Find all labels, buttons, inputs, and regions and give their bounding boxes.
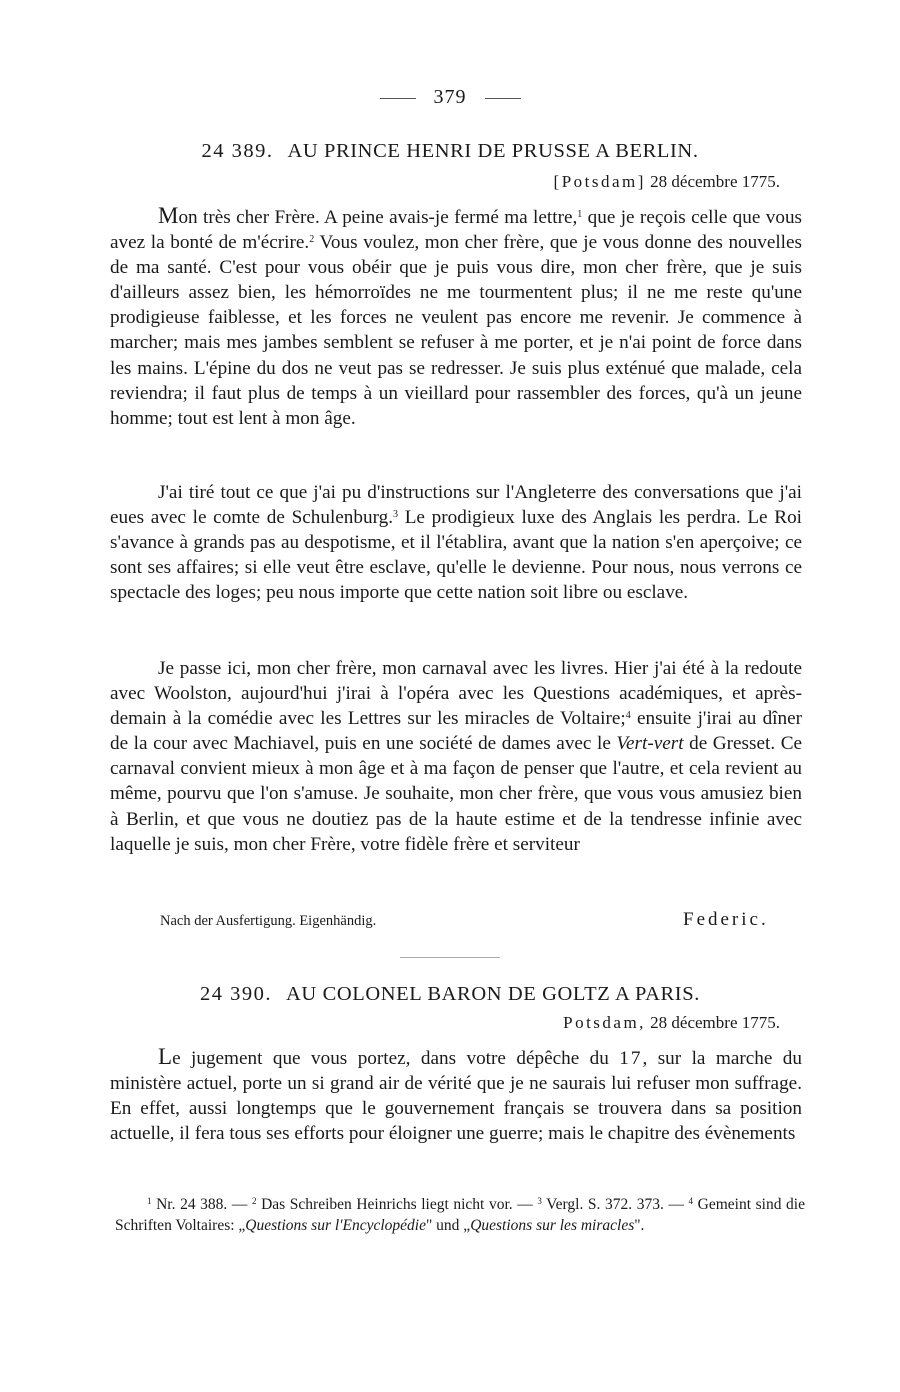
footnote-mark: 1 xyxy=(147,1196,152,1206)
page-number xyxy=(0,86,900,109)
text: que je reçois celle que vous avez la bonté de m'écrire. xyxy=(110,207,803,254)
footnote-ref: 1 xyxy=(577,209,583,220)
footnote-mark: 2 xyxy=(251,1196,257,1206)
day-number: 17 xyxy=(619,1048,643,1069)
text: Je passe ici, mon cher frère, mon carnaval avec les livres. Hier j'ai été à la redoute avec Woolston, aujourd'hui j'irai à l'opéra avec les Questions académiques, et après-demain à la comédie avec les Lettres sur les miracles de Voltaire; xyxy=(110,658,802,730)
dropcap: M xyxy=(158,203,179,228)
letter-1-place: [Potsdam] xyxy=(553,172,646,191)
text: , sur la marche du ministère actuel, porte un si grand air de vérité que je ne saurais lui refuser mon suffrage. En effet, aussi longtemps que le gouvernement français se trouvera dans sa position actuelle, il fera tous ses efforts pour éloigner une guerre; mais le chapitre des évènements xyxy=(110,1048,802,1145)
letter-2-heading xyxy=(0,983,900,1006)
text: on très cher Frère. A peine avais-je fermé ma lettre, xyxy=(178,207,578,228)
source-note: Nach der Ausfertigung. Eigenhändig. xyxy=(160,913,377,929)
footnote-3: Vergl. S. 372. 373. — xyxy=(541,1196,689,1213)
footnotes xyxy=(115,1195,805,1236)
text: Le prodigieux luxe des Anglais les perdra. Le Roi s'avance à grands pas au despotisme, et il l'établira, avant que la nation s'en aperçoive; ce sont ses affaires; si elle veut être esclave, qu'elle le devienne. Pour nous, nous verrons ce spectacle des loges; peu nous importe que cette nation soit libre ou esclave. xyxy=(110,507,802,604)
footnote-2: Das Schreiben Heinrichs liegt nicht vor. — xyxy=(256,1196,538,1213)
text: Vous voulez, mon cher frère, que je vous donne des nouvelles de ma santé. C'est pour vous obéir que je puis vous dire, mon cher frère, que je suis d'ailleurs assez bien, les hémorroïdes ne me tourmentent plus; il ne me reste qu'une prodigieuse faiblesse, et les forces ne veulent pas encore me revenir. Je commence à marcher; mais mes jambes semblent se refuser à me porter, et je n'ai point de force dans les mains. L'épine du dos ne veut pas se redresser. Je suis plus exténué que malade, cela reviendra; il faut plus de temps à un vieillard pour rassembler des forces, qu'à un jeune homme; tout est lent à mon âge. xyxy=(110,232,802,429)
text: e jugement que vous portez, dans votre dépêche du xyxy=(172,1048,620,1069)
page-number-dash-left xyxy=(380,98,416,99)
page-number-dash-right xyxy=(485,98,521,99)
footnote-mark: 4 xyxy=(688,1196,694,1206)
letter-1-paragraph-1 xyxy=(110,203,802,431)
letter-1-date: 28 décembre 1775. xyxy=(650,172,780,191)
footnote-1: Nr. 24 388. — xyxy=(151,1196,252,1213)
page-number-text: 379 xyxy=(433,86,467,108)
text: ". xyxy=(634,1216,645,1234)
text: " und „ xyxy=(425,1216,471,1234)
footnote-4: Gemeint sind die Schriften Voltaires: „ xyxy=(115,1196,805,1234)
letter-2-title: AU COLONEL BARON DE GOLTZ A PARIS. xyxy=(286,983,700,1005)
section-divider xyxy=(400,957,500,958)
letter-2-date: 28 décembre 1775. xyxy=(650,1013,780,1032)
letter-1-paragraph-2 xyxy=(110,480,802,605)
letter-1-dateline xyxy=(554,172,780,192)
letter-2-dateline xyxy=(563,1013,780,1033)
letter-1-heading xyxy=(0,140,900,163)
italic-title: Vert-vert xyxy=(616,733,684,755)
footnote-ref: 2 xyxy=(309,234,315,246)
text: J'ai tiré tout ce que j'ai pu d'instructions sur l'Angleterre des conversations que j'ai eues avec le comte de Schulenburg. xyxy=(110,482,802,529)
letter-2-number: 24 390. xyxy=(200,983,273,1005)
letter-2-paragraph-1 xyxy=(110,1044,802,1146)
letter-1-title: AU PRINCE HENRI DE PRUSSE A BERLIN. xyxy=(287,140,699,162)
letter-2-place: Potsdam, xyxy=(563,1013,646,1032)
signature: Federic. xyxy=(683,909,769,930)
text: ensuite j'irai au dîner de la cour avec Machiavel, puis en une société de dames avec le xyxy=(110,708,802,755)
footnote-mark: 3 xyxy=(537,1196,542,1206)
letter-1-paragraph-3 xyxy=(110,656,802,857)
letter-1-number: 24 389. xyxy=(201,140,274,162)
footnote-ref: 3 xyxy=(393,509,399,521)
footnote-title: Questions sur l'Encyclopédie xyxy=(245,1216,426,1234)
footnote-ref: 4 xyxy=(625,710,631,722)
dropcap: L xyxy=(158,1044,173,1069)
footnote-title: Questions sur les miracles xyxy=(470,1216,635,1234)
text: de Gresset. Ce carnaval convient mieux à mon âge et à ma façon de penser que l'autre, et cela revient au même, pourvu que l'on s'amuse. Je souhaite, mon cher frère, que vous vous amusiez bien à Berlin, et que vous ne doutiez pas de la haute estime et de la tendresse infinie avec laquelle je suis, mon cher Frère, votre fidèle frère et serviteur xyxy=(110,733,803,855)
